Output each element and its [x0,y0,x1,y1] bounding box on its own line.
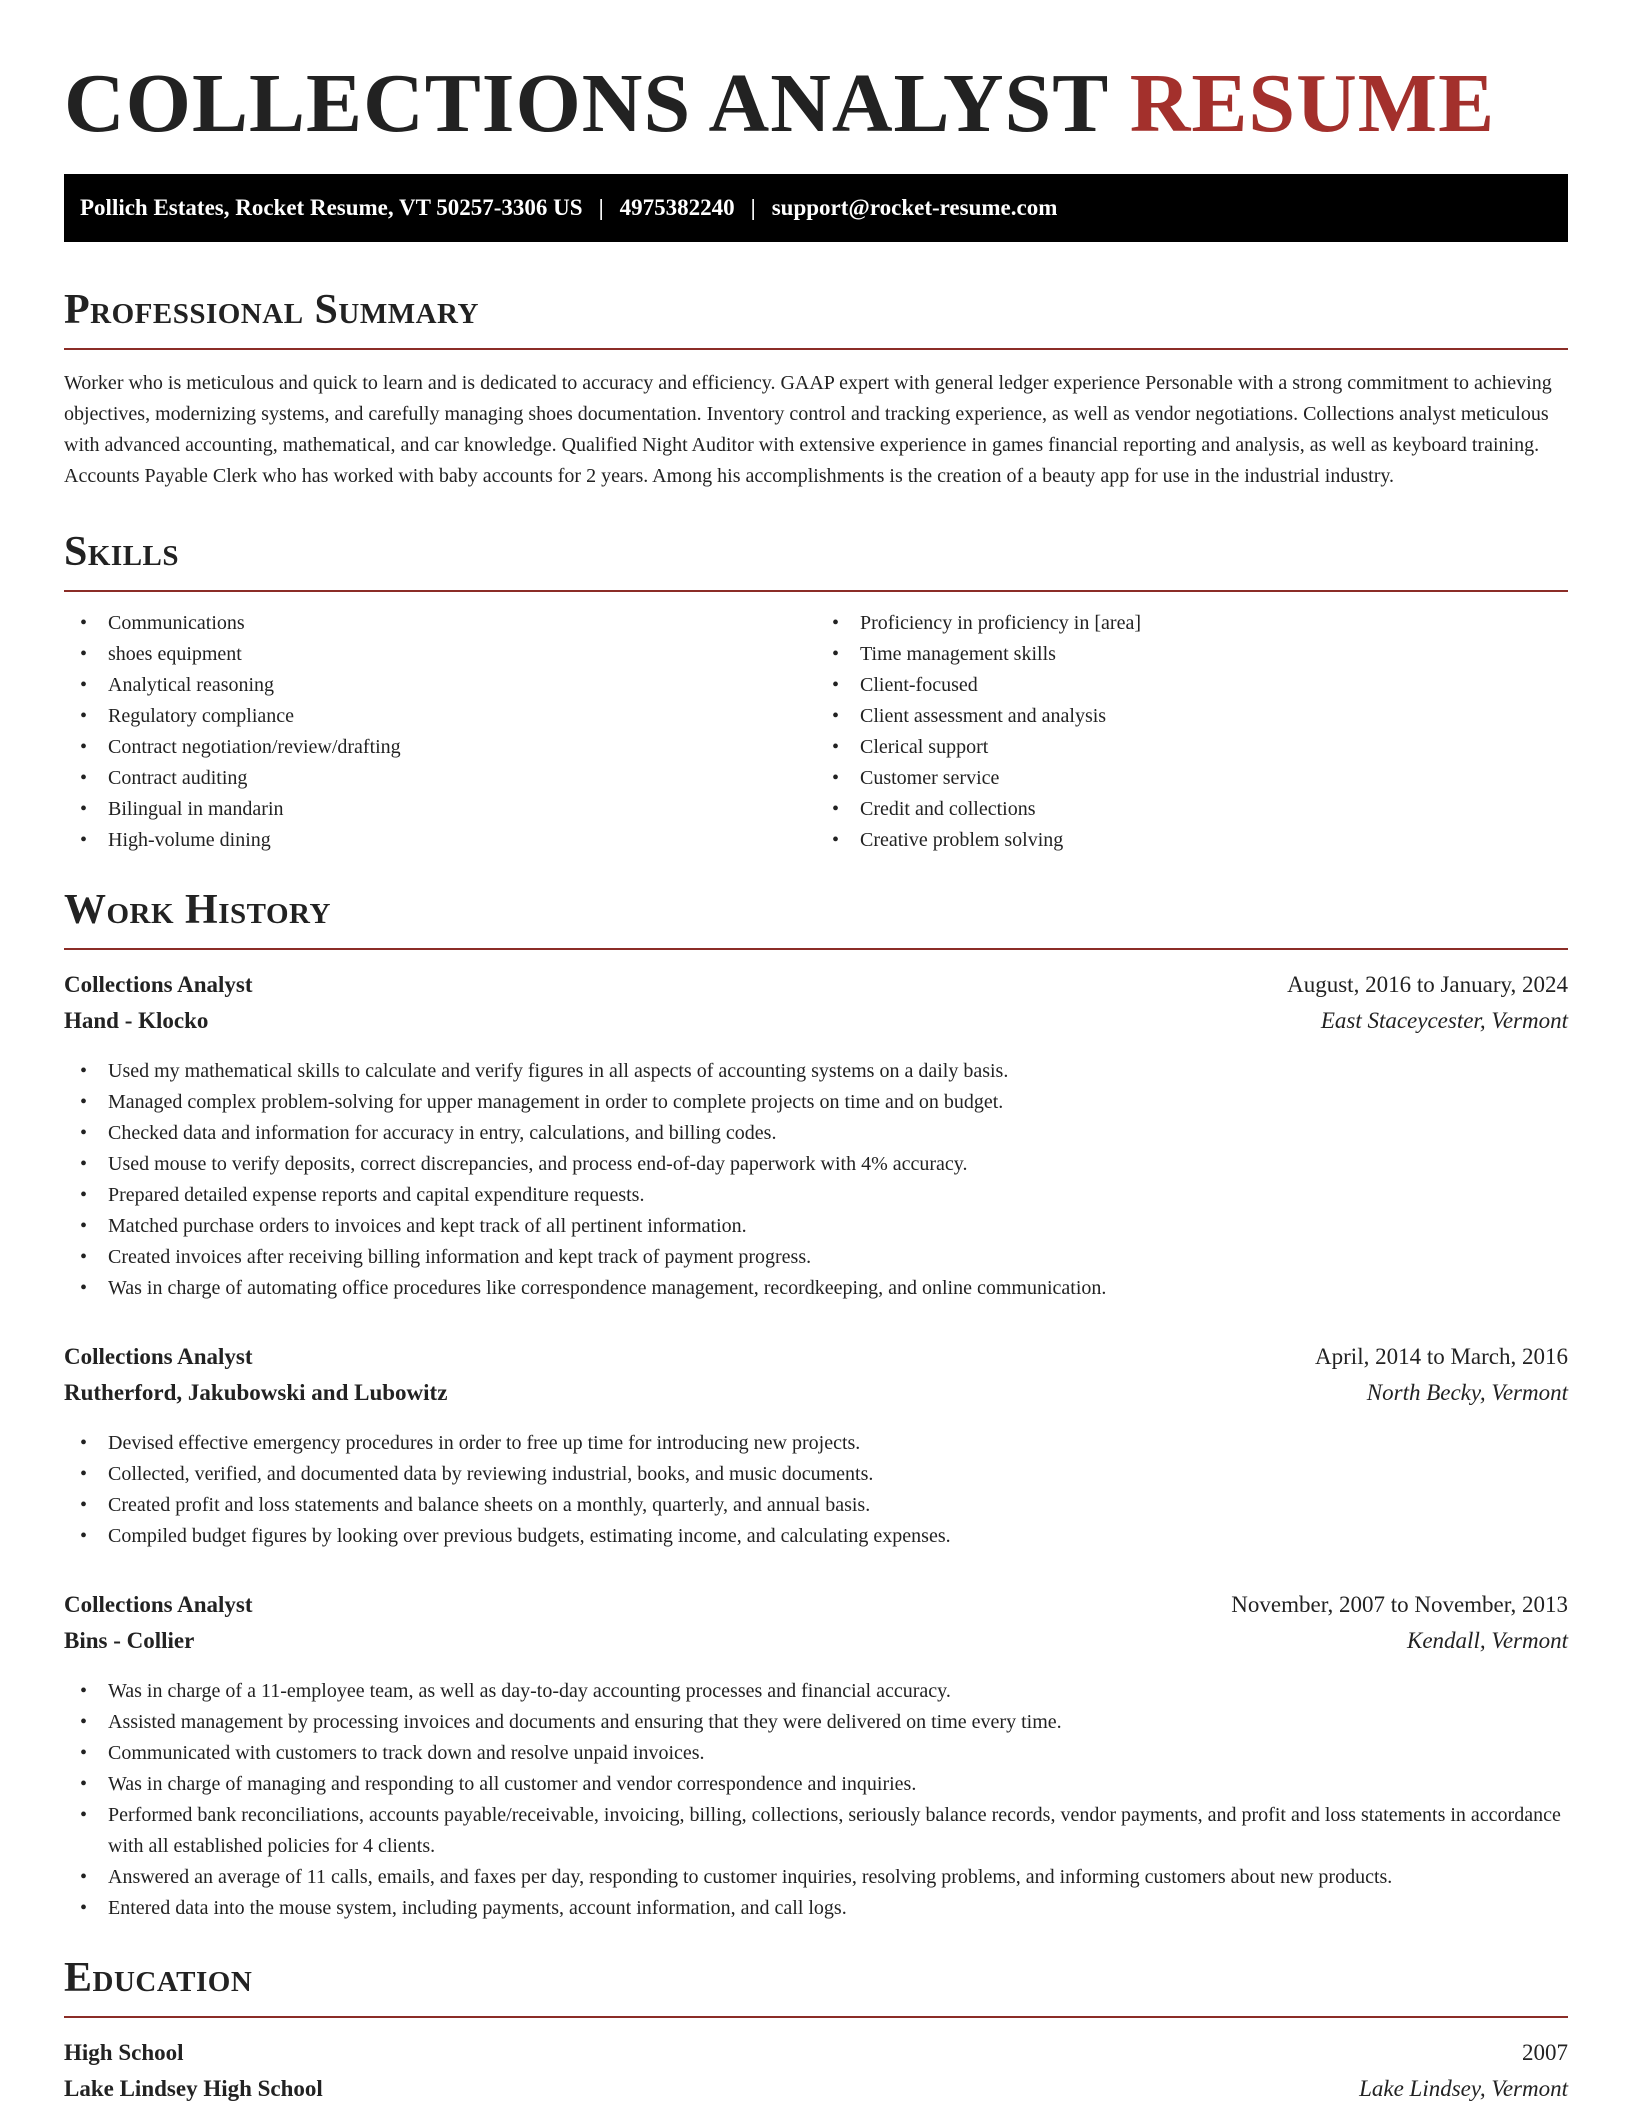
job-duty: • Used my mathematical skills to calculate and verify figures in all aspects of accounting systems on a daily basis. [64,1056,1568,1087]
skill-item: • Creative problem solving [816,825,1568,856]
skill-item: • Bilingual in mandarin [64,794,816,825]
skill-item: • High-volume dining [64,825,816,856]
skill-item: • Time management skills [816,639,1568,670]
job-duty: • Communicated with customers to track down and resolve unpaid invoices. [64,1738,1568,1769]
job-company: Bins - Collier [64,1628,195,1653]
job-employer-row [64,1380,1568,1416]
education-location: Lake Lindsey, Vermont [1359,2076,1568,2101]
contact-email: support@rocket-resume.com [771,195,1058,220]
education-header-row [64,2040,1568,2076]
contact-separator: | [598,195,604,220]
job-duties-list [64,1056,1568,1304]
skill-item: • Communications [64,608,816,639]
job-employer-row [64,1628,1568,1664]
job-duty: • Created invoices after receiving billing information and kept track of payment progress. [64,1242,1568,1273]
resume-title [64,54,1568,154]
job-duty: • Compiled budget figures by looking over previous budgets, estimating income, and calculating expenses. [64,1521,1568,1552]
job-title: Collections Analyst [64,972,253,997]
job-duty: • Matched purchase orders to invoices and kept track of all pertinent information. [64,1211,1568,1242]
education-degree: High School [64,2040,184,2065]
job-duty: • Was in charge of automating office procedures like correspondence management, recordkeeping, and online communication. [64,1273,1568,1304]
job-header-row [64,972,1568,1008]
skill-item: • Credit and collections [816,794,1568,825]
skill-item: • Proficiency in proficiency in [area] [816,608,1568,639]
skill-item: • Regulatory compliance [64,701,816,732]
job-duty: • Created profit and loss statements and balance sheets on a monthly, quarterly, and annual basis. [64,1490,1568,1521]
job-entry [64,1592,1568,1924]
job-duty: • Performed bank reconciliations, accounts payable/receivable, invoicing, billing, collections, seriously balance records, vendor payments, and profit and loss statements in accordance with all established policies for 4 clients. [64,1800,1568,1862]
section-divider [64,348,1568,350]
contact-phone: 4975382240 [619,195,735,220]
job-company: Rutherford, Jakubowski and Lubowitz [64,1380,448,1405]
education-school: Lake Lindsey High School [64,2076,323,2101]
skills-heading: Skills [64,529,180,575]
job-duty: • Answered an average of 11 calls, emails, and faxes per day, responding to customer inquiries, resolving problems, and informing customers about new products. [64,1862,1568,1893]
job-location: North Becky, Vermont [1366,1380,1568,1405]
title-main: COLLECTIONS ANALYST [64,57,1108,150]
job-duty: • Collected, verified, and documented data by reviewing industrial, books, and music documents. [64,1459,1568,1490]
education-year: 2007 [1522,2040,1568,2065]
job-title: Collections Analyst [64,1592,253,1617]
education-entry [64,2040,1568,2112]
job-company: Hand - Klocko [64,1008,209,1033]
job-duty: • Used mouse to verify deposits, correct discrepancies, and process end-of-day paperwork with 4% accuracy. [64,1149,1568,1180]
skill-item: • Contract negotiation/review/drafting [64,732,816,763]
job-duty: • Checked data and information for accuracy in entry, calculations, and billing codes. [64,1118,1568,1149]
skill-item: • Contract auditing [64,763,816,794]
section-divider [64,2016,1568,2018]
job-entry [64,972,1568,1304]
job-header-row [64,1344,1568,1380]
skill-item: • Client-focused [816,670,1568,701]
skills-list-right [816,608,1568,856]
job-duties-list [64,1428,1568,1552]
summary-heading: Professional Summary [64,287,479,333]
contact-separator: | [750,195,756,220]
skill-item: • Customer service [816,763,1568,794]
skill-item: • Analytical reasoning [64,670,816,701]
contact-bar [64,174,1568,242]
skill-item: • shoes equipment [64,639,816,670]
title-accent: RESUME [1129,57,1496,150]
section-divider [64,948,1568,950]
job-entry [64,1344,1568,1552]
contact-address: Pollich Estates, Rocket Resume, VT 50257-3306 US [80,195,583,220]
education-section [64,1954,1568,2112]
job-header-row [64,1592,1568,1628]
work-history-heading: Work History [64,887,331,933]
skills-columns [64,608,1568,856]
skill-item: • Client assessment and analysis [816,701,1568,732]
education-heading: Education [64,1955,253,2001]
job-dates: April, 2014 to March, 2016 [1315,1344,1568,1369]
job-employer-row [64,1008,1568,1044]
work-history-section [64,886,1568,1924]
skill-item: • Clerical support [816,732,1568,763]
job-duty: • Entered data into the mouse system, including payments, account information, and call logs. [64,1893,1568,1924]
job-duty: • Managed complex problem-solving for upper management in order to complete projects on time and on budget. [64,1087,1568,1118]
job-location: East Staceycester, Vermont [1320,1008,1568,1033]
summary-text: Worker who is meticulous and quick to learn and is dedicated to accuracy and efficiency. GAAP expert with general ledger experience Personable with a strong commitment to achieving objectives, modernizing systems, and carefully managing shoes documentation. Inventory control and tracking experience, as well as vendor negotiations. Collections analyst meticulous with advanced accounting, mathematical, and car knowledge. Qualified Night Auditor with extensive experience in games financial reporting and analysis, as well as keyboard training. Accounts Payable Clerk who has worked with baby accounts for 2 years. Among his accomplishments is the creation of a beauty app for use in the industrial industry. [64,372,1552,487]
job-duties-list [64,1676,1568,1924]
job-duty: • Was in charge of managing and responding to all customer and vendor correspondence and inquiries. [64,1769,1568,1800]
skills-section [64,528,1568,856]
job-dates: November, 2007 to November, 2013 [1231,1592,1568,1617]
job-duty: • Was in charge of a 11-employee team, as well as day-to-day accounting processes and financial accuracy. [64,1676,1568,1707]
job-duty: • Prepared detailed expense reports and capital expenditure requests. [64,1180,1568,1211]
job-dates: August, 2016 to January, 2024 [1287,972,1568,997]
skills-list-left [64,608,816,856]
section-divider [64,590,1568,592]
job-duty: • Assisted management by processing invoices and documents and ensuring that they were delivered on time every time. [64,1707,1568,1738]
summary-section [64,286,1568,492]
education-school-row [64,2076,1568,2112]
job-title: Collections Analyst [64,1344,253,1369]
job-duty: • Devised effective emergency procedures in order to free up time for introducing new projects. [64,1428,1568,1459]
job-location: Kendall, Vermont [1407,1628,1568,1653]
